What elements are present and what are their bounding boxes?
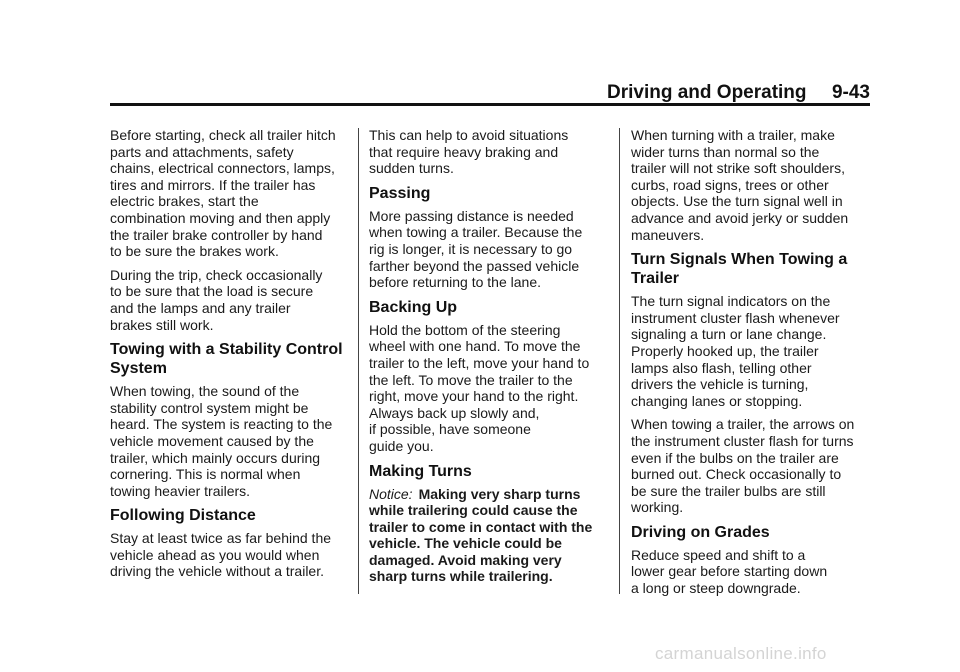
column-3 — [631, 127, 867, 604]
column-divider-2 — [619, 128, 620, 594]
paragraph-during-trip: During the trip, check occasionally to be sure that the load is secure and the lamps and any trailer brakes still work. — [110, 266, 323, 333]
paragraph-wider-turns: When turning with a trailer, make wider turns than normal so the trailer will not strike soft shoulders, curbs, road signs, trees or other objects. Use the turn signal well in advance and avoid jerky or sudden maneuvers. — [631, 127, 849, 243]
heading-passing: Passing — [369, 184, 431, 202]
heading-driving-on-grades: Driving on Grades — [631, 523, 770, 541]
notice-sharp-turns — [369, 486, 605, 586]
watermark: carmanualsonline.info — [655, 644, 827, 663]
paragraph-pre-start-check: Before starting, check all trailer hitch parts and attachments, safety chains, electrical connectors, lamps, tires and mirrors. If the trailer has electric brakes, start the combination moving and then apply the trailer brake controller by hand to be sure the brakes work. — [110, 127, 336, 260]
page-number: 9-43 — [831, 82, 870, 103]
paragraph-avoid-situations: This can help to avoid situations that require heavy braking and sudden turns. — [369, 127, 569, 177]
page-header — [607, 82, 870, 104]
notice-text: Making very sharp turns while trailering could cause the trailer to come in contact with the vehicle. The vehicle could be damaged. Avoid making very sharp turns while trailering. — [369, 485, 593, 585]
section-title: Driving and Operating — [607, 82, 807, 103]
heading-turn-signals: Turn Signals When Towing a Trailer — [631, 251, 848, 288]
paragraph-stability-control: When towing, the sound of the stability control system might be heard. The system is reacting to the vehicle movement caused by the trailer, which mainly occurs during cornering. This is normal when towing heavier trailers. — [110, 383, 333, 499]
column-1 — [110, 127, 346, 587]
paragraph-turn-signal-indicators: The turn signal indicators on the instrument cluster flash whenever signaling a turn or lane change. Properly hooked up, the trailer lamps also flash, telling other drivers the vehicle is turning, changing lanes or stopping. — [631, 293, 840, 409]
heading-following-distance: Following Distance — [110, 507, 256, 525]
paragraph-following-distance: Stay at least twice as far behind the vehicle ahead as you would when driving the vehicle without a trailer. — [110, 530, 332, 580]
heading-making-turns: Making Turns — [369, 462, 472, 480]
column-divider-1 — [358, 128, 359, 594]
heading-stability-control: Towing with a Stability Control System — [110, 341, 343, 378]
column-2 — [369, 127, 605, 592]
paragraph-driving-on-grades: Reduce speed and shift to a lower gear before starting down a long or steep downgrade. — [631, 546, 828, 597]
paragraph-passing: More passing distance is needed when towing a trailer. Because the rig is longer, it is necessary to go farther beyond the passed vehicle before returning to the lane. — [369, 207, 583, 291]
header-rule — [110, 103, 870, 106]
heading-backing-up: Backing Up — [369, 298, 458, 316]
paragraph-backing-up: Hold the bottom of the steering wheel with one hand. To move the trailer to the left, move your hand to the left. To move the trailer to the right, move your hand to the right. Always back up slowly and, if possible, have someone guide you. — [369, 321, 590, 454]
notice-label: Notice: — [369, 485, 413, 502]
paragraph-arrows-flash: When towing a trailer, the arrows on the instrument cluster flash for turns even if the bulbs on the trailer are burned out. Check occasionally to be sure the trailer bulbs are still working. — [631, 416, 855, 516]
